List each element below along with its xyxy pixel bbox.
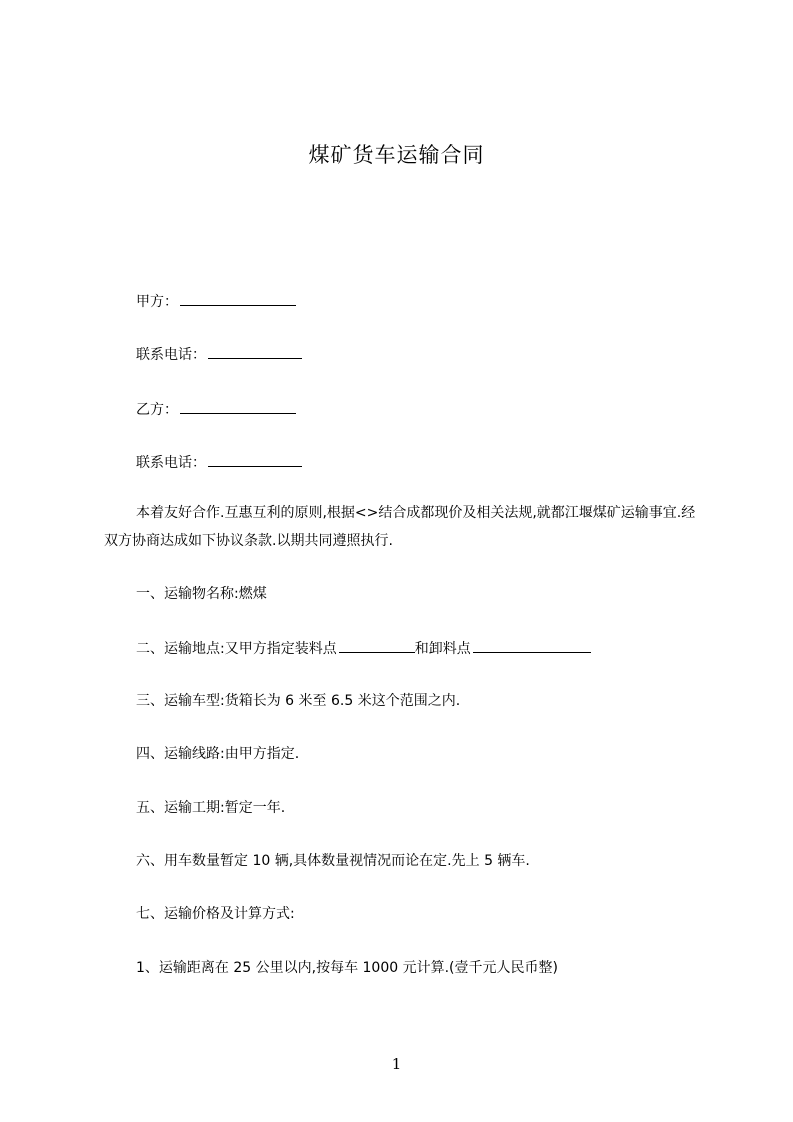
clause-7-item-1 [136, 958, 558, 978]
party-b-phone-blank [208, 452, 302, 467]
party-a-line [136, 291, 296, 312]
clause-7 [136, 904, 295, 924]
page-number: 1 [391, 1055, 402, 1073]
clause-5 [136, 798, 285, 818]
clause-3-text: 三、运输车型:货箱长为 6 米至 6.5 米这个范围之内. [136, 693, 461, 709]
document-title: 煤矿货车运输合同 [308, 143, 485, 167]
party-b-phone-line [136, 452, 302, 473]
clause-6 [136, 851, 530, 871]
party-a-phone-label: 联系电话： [136, 347, 206, 363]
clause-2-unload-text: 和卸料点 [414, 641, 471, 657]
party-b-line [136, 399, 296, 420]
party-b-blank [180, 399, 296, 414]
clause-7-item-1-text: 1、运输距离在 25 公里以内,按每车 1000 元计算.(壹千元人民币整) [136, 960, 558, 976]
party-a-label: 甲方： [136, 294, 178, 310]
party-a-phone-line [136, 344, 302, 365]
clause-2-text: 二、运输地点:又甲方指定装料点 [136, 641, 337, 657]
clause-3 [136, 691, 460, 711]
party-b-phone-label: 联系电话： [136, 455, 206, 471]
intro-text: 本着友好合作.互惠互利的原则,根据<>结合成都现价及相关法规,就都江堰煤矿运输事宜.经双方协商达成如下协议条款.以期共同遵照执行. [104, 505, 696, 549]
clause-1 [136, 584, 267, 604]
loading-point-blank [339, 638, 415, 653]
unloading-point-blank [473, 638, 591, 653]
clause-1-text: 一、运输物名称:燃煤 [136, 586, 267, 602]
party-a-blank [180, 291, 296, 306]
clause-5-text: 五、运输工期:暂定一年. [136, 800, 286, 816]
clause-4-text: 四、运输线路:由甲方指定. [136, 746, 300, 762]
clause-7-text: 七、运输价格及计算方式: [136, 906, 295, 922]
clause-6-text: 六、用车数量暂定 10 辆,具体数量视情况而论在定.先上 5 辆车. [136, 853, 530, 869]
party-b-label: 乙方： [136, 402, 178, 418]
clause-2 [136, 638, 591, 659]
clause-4 [136, 744, 299, 764]
intro-paragraph [104, 499, 704, 555]
party-a-phone-blank [208, 344, 302, 359]
